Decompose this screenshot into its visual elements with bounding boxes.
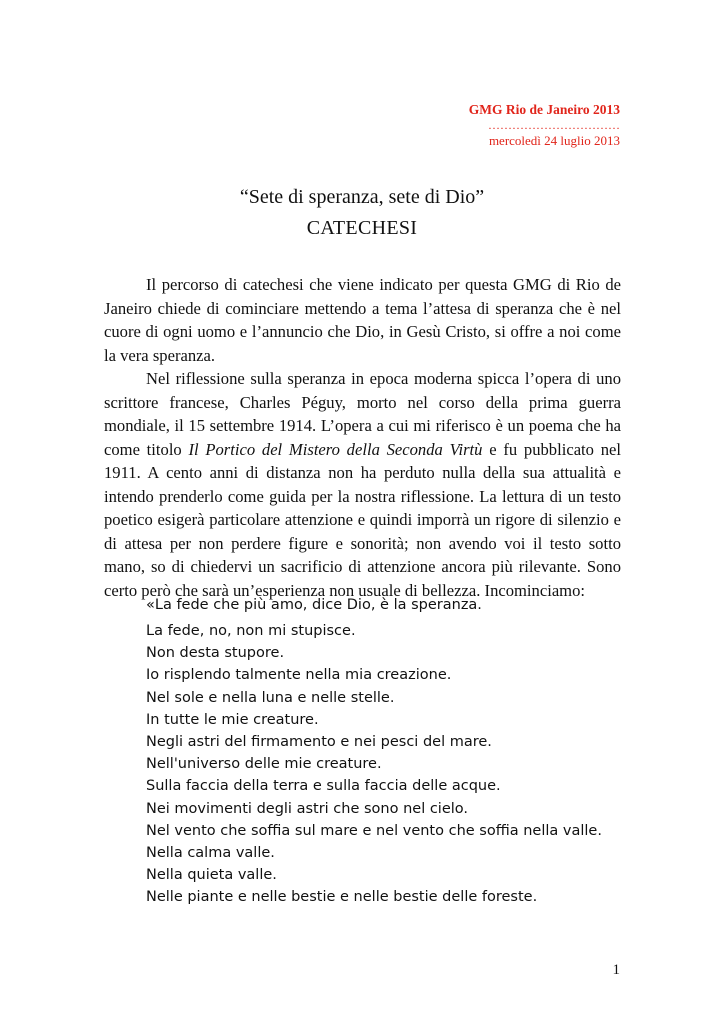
poem-line: Nel vento che soffia sul mare e nel vento che soffia nella valle. xyxy=(146,822,602,839)
poem-line: Nelle piante e nelle bestie e nelle bestie delle foreste. xyxy=(146,889,538,906)
document-title: “Sete di speranza, sete di Dio” xyxy=(239,186,485,208)
poem-line: La fede, no, non mi stupisce. xyxy=(146,623,356,639)
poem-line: Nell'universo delle mie creature. xyxy=(146,756,382,773)
poem-first-line: «La fede che più amo, dice Dio, è la speranza. xyxy=(146,597,482,613)
paragraph-2 xyxy=(104,367,621,602)
event-date: mercoledì 24 luglio 2013 xyxy=(488,133,620,148)
document-header xyxy=(469,101,620,149)
page-number: 1 xyxy=(612,962,620,978)
paragraph-2-text-a: Nel riflessione sulla speranza in epoca moderna spicca l’opera di uno scrittore francese, Charles Péguy, morto nel corso della prima guerra mondiale, il 15 settembre 1914. L’opera a cui mi riferisco è un poema che ha come titolo xyxy=(104,369,621,459)
paragraph-1-text: Il percorso di catechesi che viene indicato per questa GMG di Rio de Janeiro chiede di cominciare mettendo a tema l’attesa di speranza che è nel cuore di ogni uomo e l’annuncio che Dio, in Gesù Cristo, si offre a noi come la vera speranza. xyxy=(104,275,621,365)
poem-line: Nel sole e nella luna e nelle stelle. xyxy=(146,689,395,706)
poem-line: Sulla faccia della terra e sulla faccia delle acque. xyxy=(146,778,501,795)
poem-line: Nella calma valle. xyxy=(146,845,275,862)
document-subtitle: CATECHESI xyxy=(306,217,418,239)
poem-line: Nei movimenti degli astri che sono nel cielo. xyxy=(146,800,469,817)
header-separator: …………………………… xyxy=(488,118,620,132)
poem-line: Io risplendo talmente nella mia creazione. xyxy=(146,667,452,684)
poem-quote xyxy=(146,594,602,909)
paragraph-2-text-b: e fu pubblicato nel 1911. A cento anni di distanza non ha perduto nulla della sua attualità e intendo prenderlo come guida per la nostra riflessione. La lettura di un testo poetico esigerà particolare attenzione e quindi imporrà un rigore di silenzio e di attesa per non perdere figure e sonorità; non avendo voi il testo sotto mano, so di chiedervi un sacrificio di attenzione ancora più rilevante. Sono certo però che sarà un’esperienza non usuale di bellezza. Incominciamo: xyxy=(104,439,621,600)
poem-line: Non desta stupore. xyxy=(146,645,285,662)
event-name: GMG Rio de Janeiro 2013 xyxy=(468,102,620,117)
poem-line: In tutte le mie creature. xyxy=(146,711,319,728)
poem-line: Nella quieta valle. xyxy=(146,867,277,884)
poem-line: Negli astri del firmamento e nei pesci del mare. xyxy=(146,734,492,751)
book-title: Il Portico del Mistero della Seconda Virtù xyxy=(188,439,483,459)
paragraph-1 xyxy=(104,273,621,367)
